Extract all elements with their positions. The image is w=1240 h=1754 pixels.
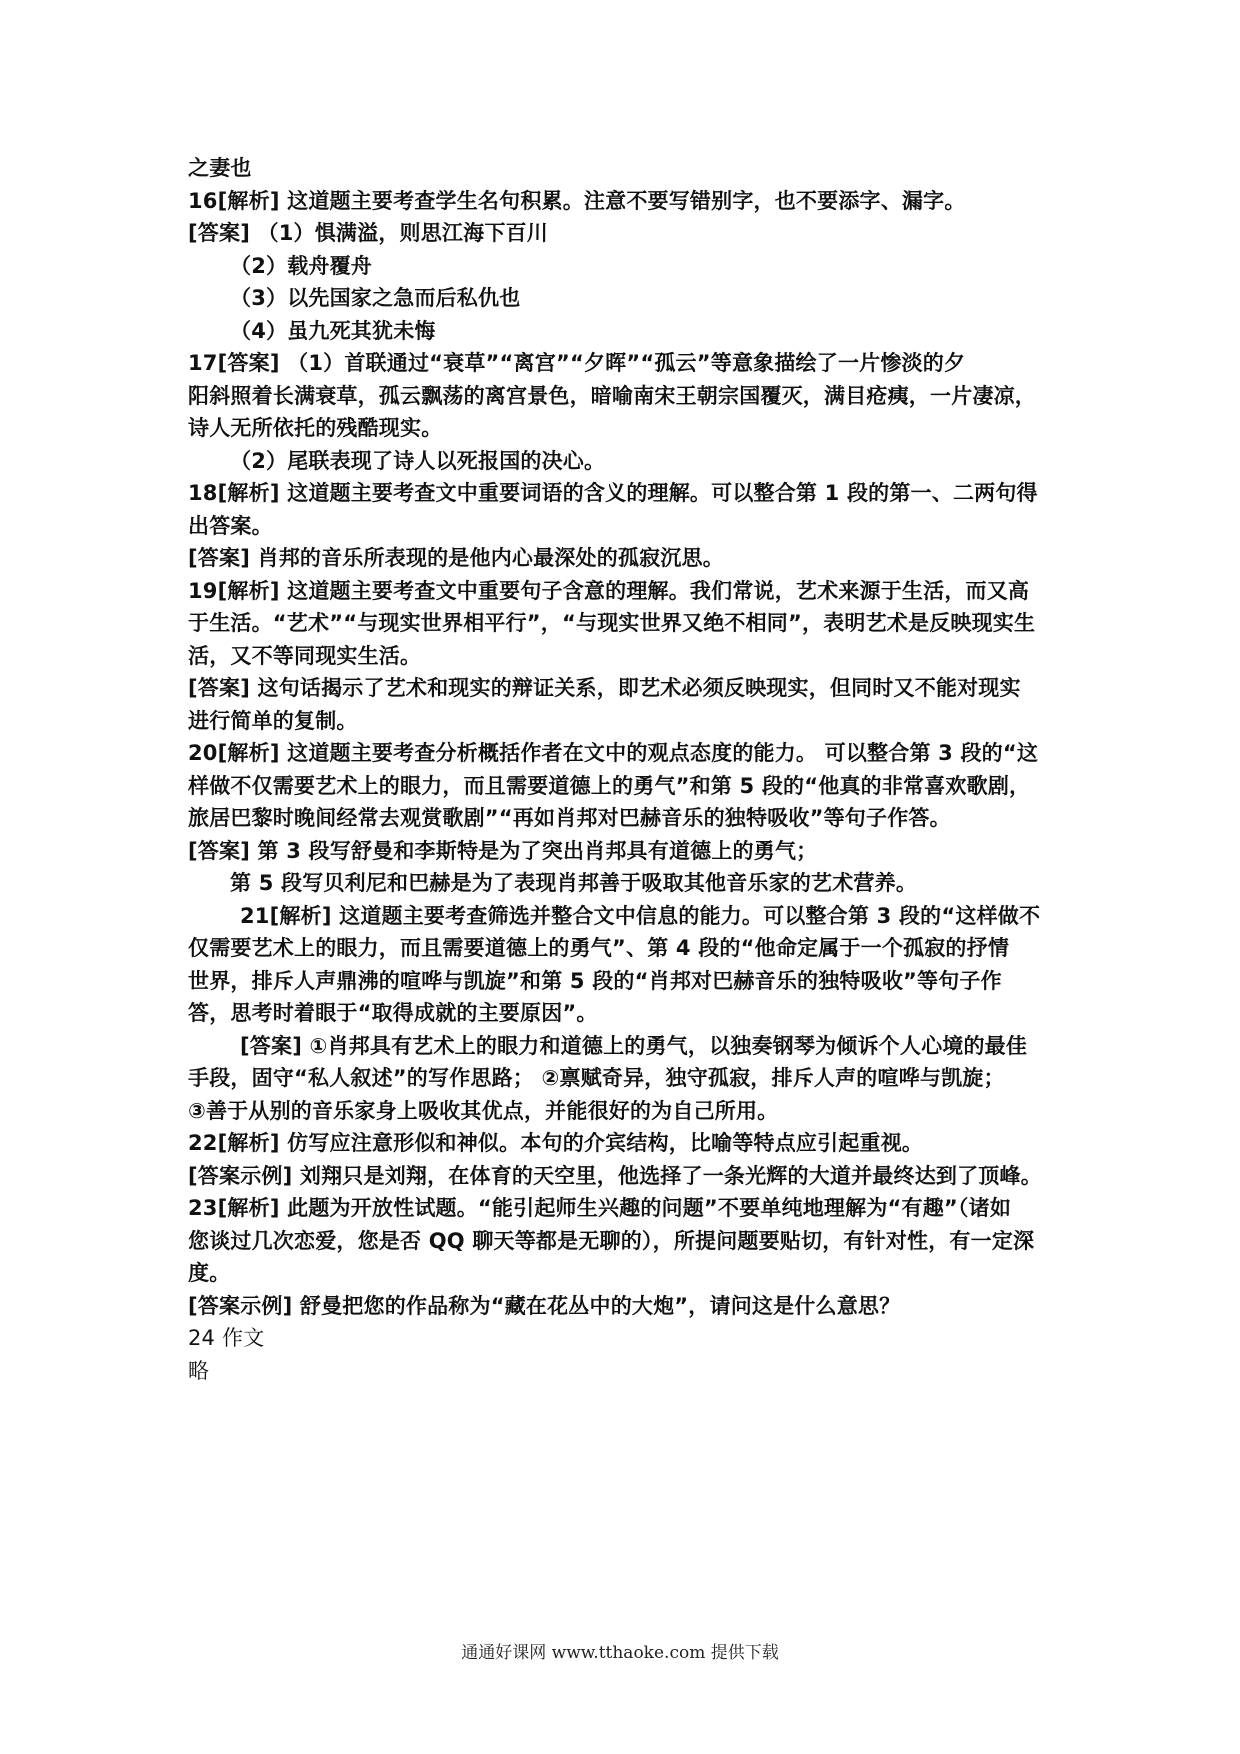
text-line: 第 5 段写贝利尼和巴赫是为了表现肖邦善于吸取其他音乐家的艺术营养。 [230,871,918,895]
text-line: 度。 [188,1261,231,1285]
text-line: 19[解析] 这道题主要考查文中重要句子含意的理解。我们常说，艺术来源于生活，而又高 [188,578,1030,603]
text-line: 于生活。“艺术”“与现实世界相平行”，“与现实世界又绝不相同”，表明艺术是反映现实生 [188,611,1036,635]
text-line: 活，又不等同现实生活。 [188,643,422,668]
text-line: 样做不仅需要艺术上的眼力，而且需要道德上的勇气”和第 5 段的“他真的非常喜欢歌剧， [188,773,1031,798]
text-line: [答案示例] 刘翔只是刘翔，在体育的天空里，他选择了一条光辉的大道并最终达到了顶峰。 [188,1163,1042,1188]
text-line: [答案] 这句话揭示了艺术和现实的辩证关系，即艺术必须反映现实，但同时又不能对现实 [188,676,1021,700]
text-line: 答，思考时着眼于“取得成就的主要原因”。 [188,1001,598,1025]
page-footer: 通通好课网 www.tthaoke.com 提供下载 [461,1643,779,1663]
text-line: [答案] 肖邦的音乐所表现的是他内心最深处的孤寂沉思。 [188,546,724,570]
text-line: （3）以先国家之急而后私仇也 [230,286,521,310]
text-line: 进行简单的复制。 [188,708,358,733]
text-line: 诗人无所依托的残酷现实。 [188,416,443,440]
text-line: 24 作文 [188,1326,265,1350]
text-line: 仅需要艺术上的眼力，而且需要道德上的勇气”、第 4 段的“他命定属于一个孤寂的抒情 [188,936,1010,960]
text-line: 20[解析] 这道题主要考查分析概括作者在文中的观点态度的能力。 可以整合第 3 段的“这 [188,741,1039,765]
text-line: [答案示例] 舒曼把您的作品称为“藏在花丛中的大炮”，请问这是什么意思？ [188,1293,901,1318]
text-line: 阳斜照着长满衰草，孤云飘荡的离宫景色，暗喻南宋王朝宗国覆灭，满目疮痍，一片凄凉， [188,383,1036,408]
text-line: ③善于从别的音乐家身上吸收其优点，并能很好的为自己所用。 [188,1098,779,1123]
text-line: 17[答案] （1）首联通过“衰草”“离宫”“夕晖”“孤云”等意象描绘了一片惨淡的夕 [188,351,966,375]
text-line: 略 [188,1358,210,1383]
text-line: （2）尾联表现了诗人以死报国的决心。 [230,448,606,473]
text-line: 出答案。 [188,513,273,538]
text-line: 之妻也 [188,156,252,180]
text-line: （2）载舟覆舟 [230,253,373,278]
text-line: [答案] ①肖邦具有艺术上的眼力和道德上的勇气，以独奏钢琴为倾诉个人心境的最佳 [240,1033,1028,1058]
text-line: （4）虽九死其犹未悔 [230,318,436,343]
text-line: [答案] 第 3 段写舒曼和李斯特是为了突出肖邦具有道德上的勇气； [188,838,818,863]
text-line: 世界，排斥人声鼎沸的喧哗与凯旋”和第 5 段的“肖邦对巴赫音乐的独特吸收”等句子作 [188,968,1002,993]
text-line: 手段，固守“私人叙述”的写作思路； ②禀赋奇异，独守孤寂，排斥人声的喧哗与凯旋； [188,1066,1005,1090]
text-line: 18[解析] 这道题主要考查文中重要词语的含义的理解。可以整合第 1 段的第一、二两句得 [188,481,1038,505]
text-line: [答案] （1）惧满溢，则思江海下百川 [188,221,548,245]
text-line: 22[解析] 仿写应注意形似和神似。本句的介宾结构，比喻等特点应引起重视。 [188,1131,924,1155]
text-line: 21[解析] 这道题主要考查筛选并整合文中信息的能力。可以整合第 3 段的“这样做不 [240,903,1041,928]
text-line: 旅居巴黎时晚间经常去观赏歌剧”“再如肖邦对巴赫音乐的独特吸收”等句子作答。 [188,806,951,830]
text-line: 16[解析] 这道题主要考查学生名句积累。注意不要写错别字，也不要添字、漏字。 [188,188,966,213]
answer-key-body [188,152,1068,1387]
text-line: 23[解析] 此题为开放性试题。“能引起师生兴趣的问题”不要单纯地理解为“有趣”（诸如 [188,1196,1012,1220]
text-line: 您谈过几次恋爱，您是否 QQ 聊天等都是无聊的），所提问题要贴切，有针对性，有一定深 [188,1228,1035,1253]
